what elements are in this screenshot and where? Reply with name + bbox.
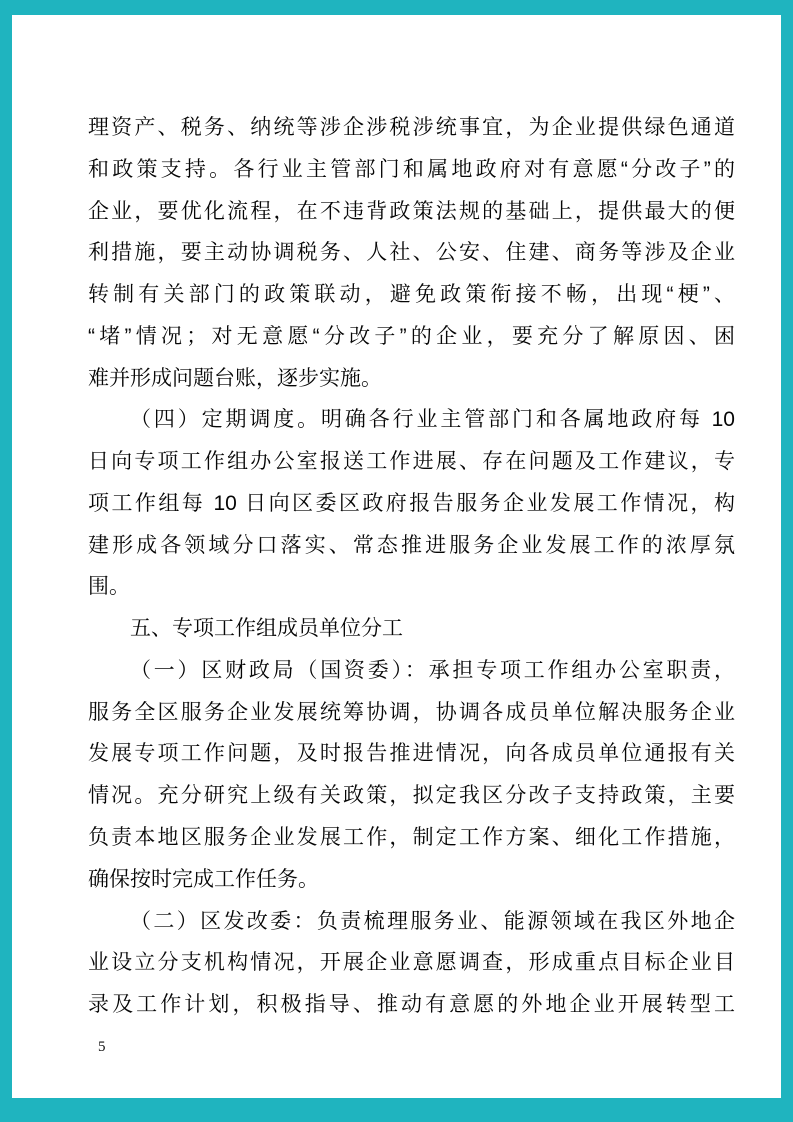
text-line: 发展专项工作问题，及时报告推进情况，向各成员单位通报有关 — [88, 742, 735, 766]
text-line: 转制有关部门的政策联动，避免政策衔接不畅，出现“梗”、 — [88, 283, 735, 307]
paragraph-item1 — [88, 650, 735, 901]
text-line: 利措施，要主动协调税务、人社、公安、住建、商务等涉及企业 — [88, 241, 735, 265]
text-line: （二）区发改委：负责梳理服务业、能源领域在我区外地企 — [130, 909, 735, 933]
text-line: 负责本地区服务企业发展工作，制定工作方案、细化工作措施， — [88, 826, 735, 850]
page-number: 5 — [98, 1039, 106, 1055]
paragraph-continuation — [88, 107, 735, 399]
text-line: 建形成各领域分口落实、常态推进服务企业发展工作的浓厚氛 — [88, 533, 735, 557]
text-line: 企业，要优化流程，在不违背政策法规的基础上，提供最大的便 — [88, 199, 735, 223]
text-line: 和政策支持。各行业主管部门和属地政府对有意愿“分改子”的 — [88, 157, 735, 181]
section5-heading: 五、专项工作组成员单位分工 — [130, 617, 403, 641]
paragraph-item2 — [88, 901, 735, 1026]
text-line: 情况。充分研究上级有关政策，拟定我区分改子支持政策，主要 — [88, 784, 735, 808]
text-line: 围。 — [88, 575, 130, 599]
text-line: 日向专项工作组办公室报送工作进展、存在问题及工作建议，专 — [88, 450, 735, 474]
document-page — [12, 15, 781, 1098]
document-text — [88, 107, 735, 1026]
text-line: （一）区财政局（国资委）：承担专项工作组办公室职责， — [130, 658, 735, 682]
text-line: 难并形成问题台账，逐步实施。 — [88, 366, 382, 390]
text-line: 服务全区服务企业发展统筹协调，协调各成员单位解决服务企业 — [88, 700, 735, 724]
text-line: 项工作组每 10 日向区委区政府报告服务企业发展工作情况，构 — [88, 491, 735, 515]
text-line: （四）定期调度。明确各行业主管部门和各属地政府每 10 — [130, 408, 735, 432]
text-line: 业设立分支机构情况，开展企业意愿调查，形成重点目标企业目 — [88, 951, 735, 975]
text-line: 理资产、税务、纳统等涉企涉税涉统事宜，为企业提供绿色通道 — [88, 116, 735, 139]
paragraph-section4 — [88, 399, 735, 608]
text-line: 录及工作计划，积极指导、推动有意愿的外地企业开展转型工 — [88, 993, 735, 1017]
text-line: 确保按时完成工作任务。 — [88, 867, 319, 891]
text-line: “堵”情况；对无意愿“分改子”的企业，要充分了解原因、困 — [88, 324, 735, 348]
